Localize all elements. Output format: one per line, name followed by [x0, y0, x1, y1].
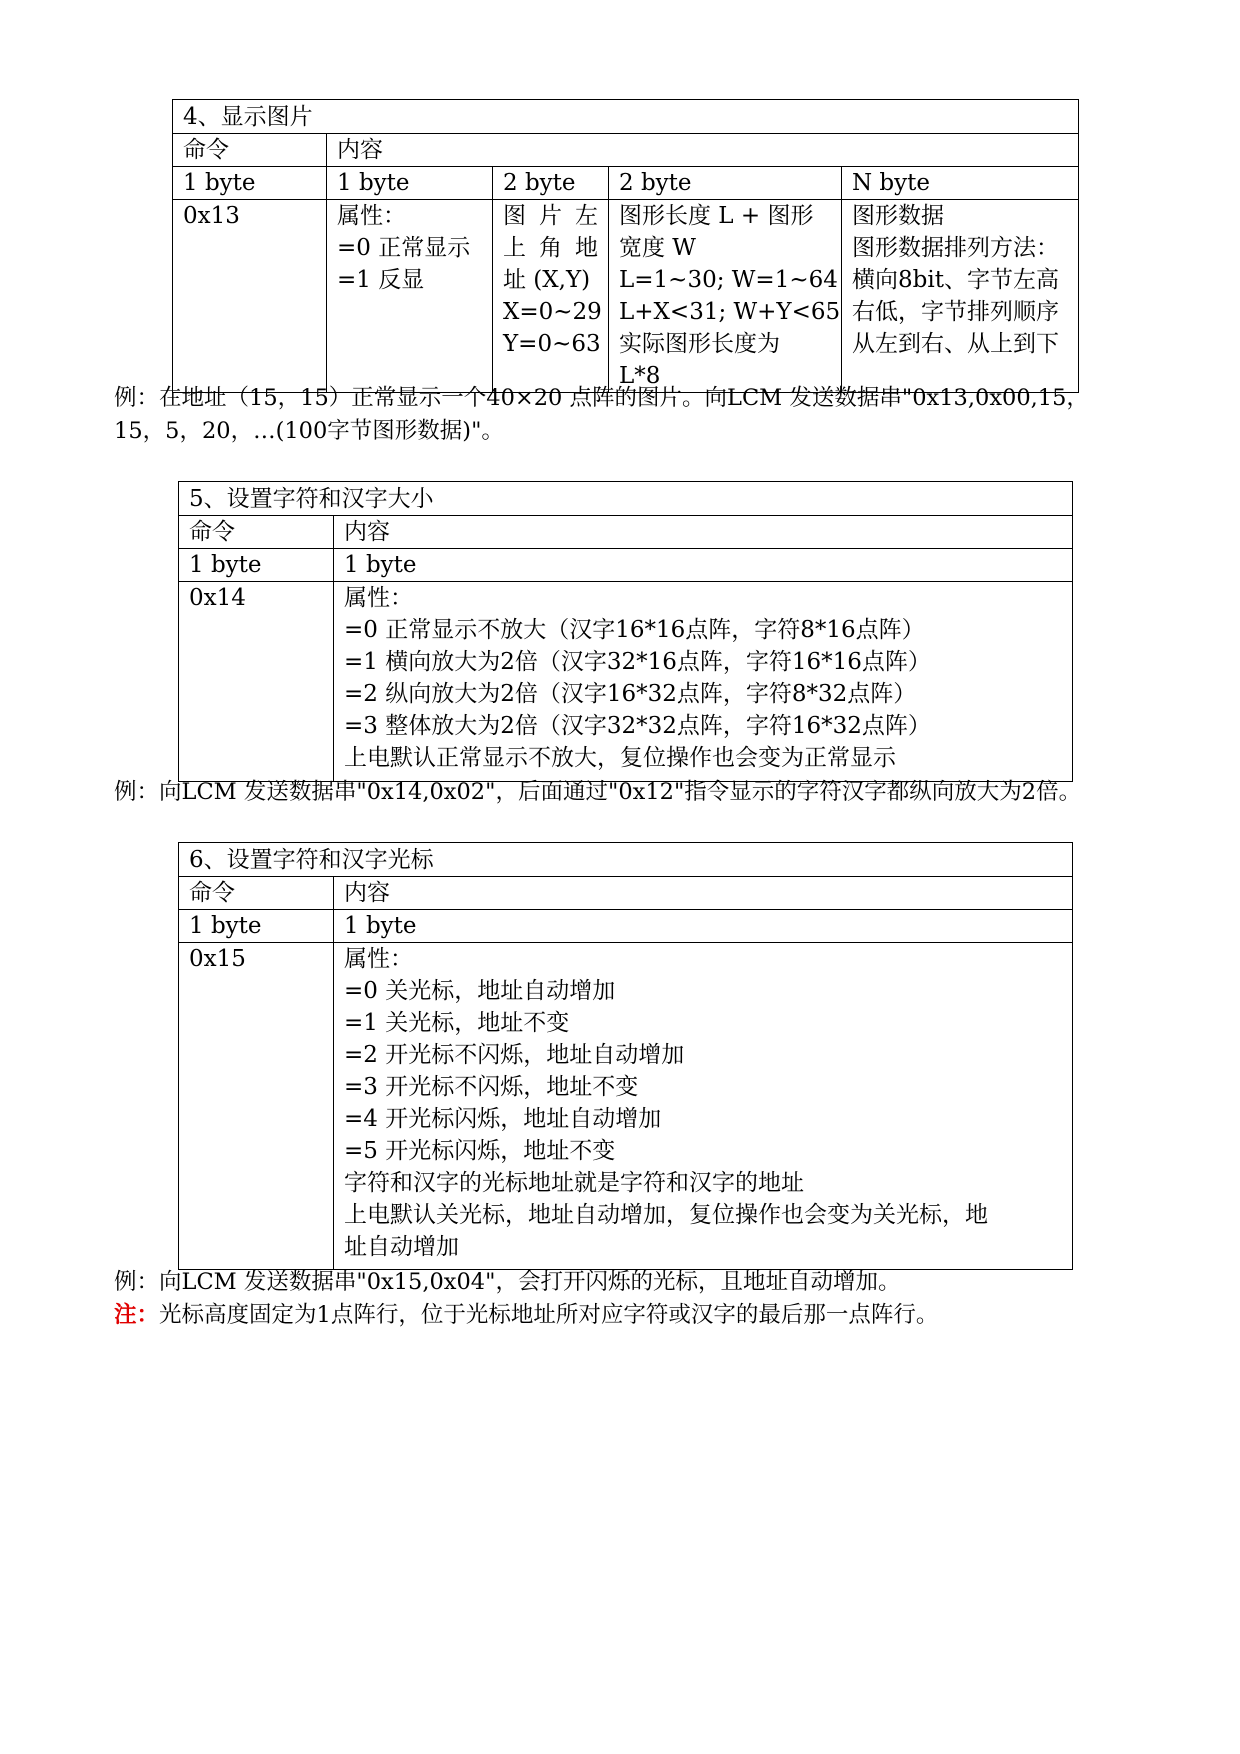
attribute-line: 址自动增加: [344, 1234, 459, 1260]
data-line: 图形数据排列方法：: [852, 235, 1059, 261]
address-line: 址 (X,Y): [503, 267, 591, 293]
table-title: 6、设置字符和汉字光标: [179, 843, 1073, 877]
image-data-cell: [842, 200, 1079, 393]
length-line: 实际图形长度为: [619, 331, 780, 357]
attribute-line: 字符和汉字的光标地址就是字符和汉字的地址: [344, 1170, 804, 1196]
size-cell: 1 byte: [327, 167, 493, 200]
header-command: 命令: [179, 516, 334, 549]
command-table-char-size: [178, 481, 1073, 782]
address-line: X=0~29: [503, 299, 602, 325]
example-line: 例：向LCM 发送数据串"0x15,0x04"，会打开闪烁的光标，且地址自动增加。: [114, 1269, 901, 1295]
attribute-line: =0 正常显示不放大（汉字16*16点阵，字符8*16点阵）: [344, 617, 925, 643]
attribute-line: =1 反显: [337, 267, 425, 293]
size-cell: 1 byte: [179, 549, 334, 582]
address-cell: [493, 200, 609, 393]
example-text-char-size: [114, 776, 1081, 809]
address-line: Y=0~63: [503, 331, 601, 357]
size-cell: 1 byte: [173, 167, 327, 200]
example-text-show-image: [114, 382, 1089, 448]
attribute-cell: [334, 582, 1073, 782]
attribute-line: =1 横向放大为2倍（汉字32*16点阵，字符16*16点阵）: [344, 649, 931, 675]
attribute-line: 属性：: [344, 585, 413, 611]
table-title: 5、设置字符和汉字大小: [179, 482, 1073, 516]
size-cell: 2 byte: [493, 167, 609, 200]
data-line: 右低，字节排列顺序: [852, 299, 1059, 325]
size-cell: N byte: [842, 167, 1079, 200]
data-line: 从左到右、从上到下: [852, 331, 1059, 357]
note-line: [114, 1299, 938, 1332]
command-table-cursor: [178, 842, 1073, 1270]
data-line: 横向8bit、字节左高: [852, 267, 1059, 293]
example-text-cursor: [114, 1266, 938, 1332]
length-line: L+X<31; W+Y<65: [619, 299, 841, 325]
length-line: 图形长度 L + 图形: [619, 203, 814, 229]
size-cell: 1 byte: [334, 910, 1073, 943]
header-content: 内容: [334, 877, 1073, 910]
attribute-line: 属性：: [344, 946, 413, 972]
attribute-line: =3 开光标不闪烁，地址不变: [344, 1074, 639, 1100]
attribute-line: =3 整体放大为2倍（汉字32*32点阵，字符16*32点阵）: [344, 713, 931, 739]
command-code: 0x13: [173, 200, 327, 393]
note-label: 注：: [114, 1302, 160, 1328]
header-content: 内容: [334, 516, 1073, 549]
header-command: 命令: [173, 134, 327, 167]
command-code: 0x15: [179, 943, 334, 1270]
example-line: 例：在地址（15，15）正常显示一个40×20 点阵的图片。向LCM 发送数据串"0x13,0x00,15，: [114, 385, 1089, 411]
data-line: 图形数据: [852, 203, 944, 229]
attribute-line: 属性：: [337, 203, 406, 229]
attribute-line: =2 纵向放大为2倍（汉字16*32点阵，字符8*32点阵）: [344, 681, 917, 707]
example-line: 15，5，20，…(100字节图形数据)"。: [114, 418, 504, 444]
length-width-cell: [609, 200, 842, 393]
example-line: 例：向LCM 发送数据串"0x14,0x02"，后面通过"0x12"指令显示的字符汉字都纵向放大为2倍。: [114, 779, 1082, 805]
address-line: 图 片 左: [503, 203, 598, 229]
attribute-line: =4 开光标闪烁，地址自动增加: [344, 1106, 662, 1132]
command-table-show-image: [172, 99, 1079, 393]
length-line: L=1~30; W=1~64: [619, 267, 838, 293]
address-line: 上 角 地: [503, 235, 598, 261]
attribute-line: =1 关光标，地址不变: [344, 1010, 570, 1036]
attribute-line: 上电默认正常显示不放大，复位操作也会变为正常显示: [344, 745, 896, 771]
length-line: 宽度 W: [619, 235, 696, 261]
attribute-line: =0 正常显示: [337, 235, 471, 261]
attribute-line: =2 开光标不闪烁，地址自动增加: [344, 1042, 685, 1068]
size-cell: 1 byte: [179, 910, 334, 943]
attribute-line: =0 关光标，地址自动增加: [344, 978, 616, 1004]
size-cell: 2 byte: [609, 167, 842, 200]
size-cell: 1 byte: [334, 549, 1073, 582]
table-title: 4、显示图片: [173, 100, 1079, 134]
attribute-cell: [334, 943, 1073, 1270]
note-text: 光标高度固定为1点阵行，位于光标地址所对应字符或汉字的最后那一点阵行。: [159, 1302, 939, 1328]
length-line: L*8: [619, 363, 661, 389]
attribute-line: =5 开光标闪烁，地址不变: [344, 1138, 616, 1164]
command-code: 0x14: [179, 582, 334, 782]
attribute-cell: [327, 200, 493, 393]
header-content: 内容: [327, 134, 1079, 167]
attribute-line: 上电默认关光标，地址自动增加，复位操作也会变为关光标，地: [344, 1202, 988, 1228]
header-command: 命令: [179, 877, 334, 910]
